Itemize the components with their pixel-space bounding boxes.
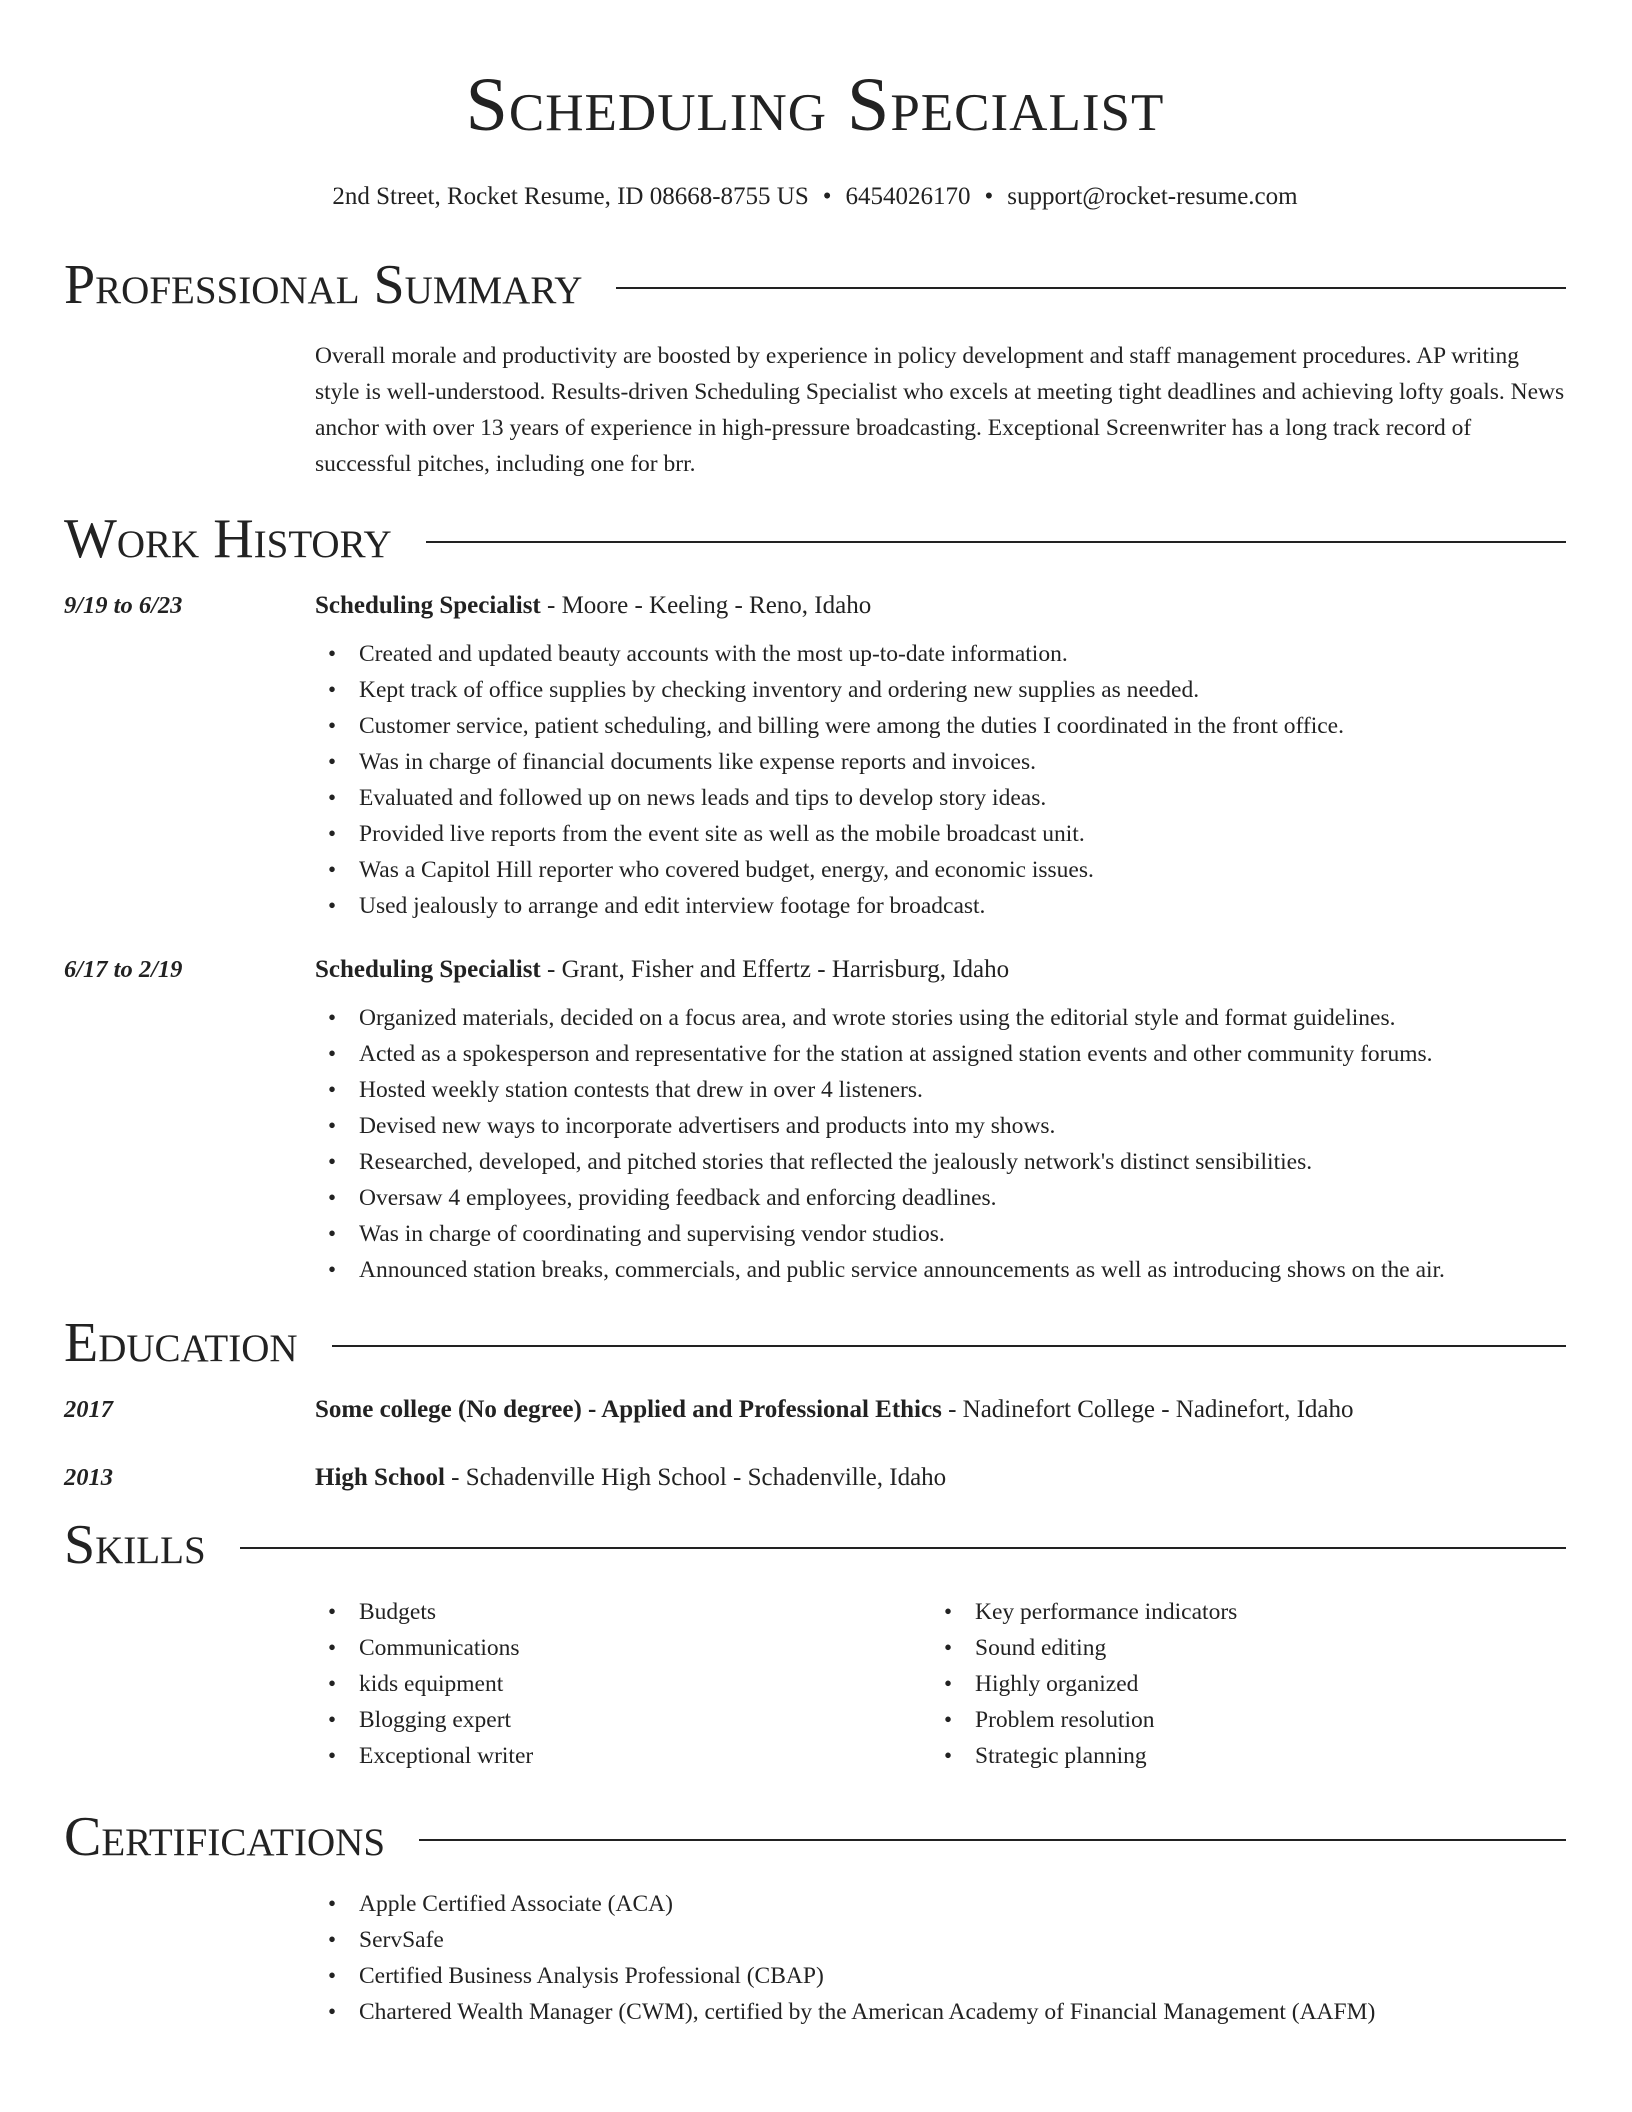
job-duties-list [64, 636, 1566, 924]
list-item: • Blogging expert [315, 1702, 931, 1738]
list-item: • Problem resolution [931, 1702, 1547, 1738]
education-entry [64, 1464, 1566, 1492]
contact-phone: 6454026170 [845, 183, 971, 210]
list-item: • Key performance indicators [931, 1594, 1547, 1630]
list-item: • Acted as a spokesperson and representative for the station at assigned station events and other community forums. [315, 1036, 1566, 1072]
skills-list-right [931, 1594, 1547, 1774]
resume-page [64, 0, 1566, 2030]
skills-list-left [315, 1594, 931, 1774]
list-item: • Evaluated and followed up on news leads and tips to develop story ideas. [315, 780, 1566, 816]
list-item: • Apple Certified Associate (ACA) [315, 1886, 1566, 1922]
section-heading-work-history [64, 506, 1566, 572]
section-title: Professional Summary [64, 254, 583, 316]
summary-text: Overall morale and productivity are boosted by experience in policy development and staff management procedures. AP writing style is well-understood. Results-driven Scheduling Specialist who excels at meeting tight deadlines and achieving lofty goals. News anchor with over 13 years of experience in high-pressure broadcasting. Exceptional Screenwriter has a long track record of successful pitches, including one for brr. [315, 343, 1565, 477]
list-item: • ServSafe [315, 1922, 1566, 1958]
list-item: • kids equipment [315, 1666, 931, 1702]
job-title-line [315, 592, 871, 620]
list-item: • Strategic planning [931, 1738, 1547, 1774]
list-item: • Budgets [315, 1594, 931, 1630]
list-item: • Customer service, patient scheduling, and billing were among the duties I coordinated in the front office. [315, 708, 1566, 744]
list-item: • Researched, developed, and pitched stories that reflected the jealously network's distinct sensibilities. [315, 1144, 1566, 1180]
job-header [64, 592, 1566, 620]
list-item: • Provided live reports from the event site as well as the mobile broadcast unit. [315, 816, 1566, 852]
section-divider [240, 1547, 1566, 1549]
education-year: 2017 [64, 1396, 113, 1423]
list-item: • Was in charge of financial documents like expense reports and invoices. [315, 744, 1566, 780]
job-entry [64, 956, 1566, 1288]
job-header [64, 956, 1566, 984]
list-item: • Kept track of office supplies by checking inventory and ordering new supplies as needed. [315, 672, 1566, 708]
list-item: • Hosted weekly station contests that drew in over 4 listeners. [315, 1072, 1566, 1108]
job-title-line [315, 956, 1009, 984]
education-school: - Schadenville High School - Schadenville, Idaho [444, 1464, 947, 1491]
section-title: Work History [64, 508, 392, 570]
education-degree: High School [315, 1464, 445, 1491]
job-title: Scheduling Specialist [315, 592, 541, 619]
education-line [315, 1396, 1354, 1424]
list-item: • Was a Capitol Hill reporter who covered budget, energy, and economic issues. [315, 852, 1566, 888]
list-item: • Used jealously to arrange and edit interview footage for broadcast. [315, 888, 1566, 924]
contact-line [64, 182, 1566, 212]
job-duties-list [64, 1000, 1566, 1288]
list-item: • Organized materials, decided on a focus area, and wrote stories using the editorial style and format guidelines. [315, 1000, 1566, 1036]
list-item: • Certified Business Analysis Professional (CBAP) [315, 1958, 1566, 1994]
list-item: • Communications [315, 1630, 931, 1666]
list-item: • Announced station breaks, commercials, and public service announcements as well as introducing shows on the air. [315, 1252, 1566, 1288]
contact-email: support@rocket-resume.com [1007, 183, 1298, 210]
list-item: • Devised new ways to incorporate advertisers and products into my shows. [315, 1108, 1566, 1144]
job-entry [64, 592, 1566, 924]
list-item: • Created and updated beauty accounts with the most up-to-date information. [315, 636, 1566, 672]
certifications-list [64, 1886, 1566, 2030]
section-title: Skills [64, 1514, 206, 1576]
list-item: • Highly organized [931, 1666, 1547, 1702]
job-dates: 9/19 to 6/23 [64, 592, 183, 619]
section-divider [616, 287, 1566, 289]
contact-separator: • [822, 183, 832, 210]
section-heading-education [64, 1310, 1566, 1376]
list-item: • Sound editing [931, 1630, 1547, 1666]
list-item: • Was in charge of coordinating and supervising vendor studios. [315, 1216, 1566, 1252]
job-dates: 6/17 to 2/19 [64, 956, 183, 983]
education-line [315, 1464, 946, 1492]
education-degree: Some college (No degree) - Applied and Professional Ethics [315, 1396, 942, 1423]
list-item: • Exceptional writer [315, 1738, 931, 1774]
education-entry [64, 1396, 1566, 1424]
contact-separator: • [984, 183, 994, 210]
job-title: Scheduling Specialist [315, 956, 541, 983]
job-company: - Moore - Keeling - Reno, Idaho [540, 592, 872, 619]
skills-grid [64, 1594, 1566, 1774]
section-divider [332, 1345, 1566, 1347]
list-item: • Oversaw 4 employees, providing feedback and enforcing deadlines. [315, 1180, 1566, 1216]
contact-address: 2nd Street, Rocket Resume, ID 08668-8755 US [332, 183, 809, 210]
education-year: 2013 [64, 1464, 113, 1491]
section-divider [426, 541, 1566, 543]
section-heading-certifications [64, 1804, 1566, 1870]
section-divider [419, 1839, 1566, 1841]
section-title: Certifications [64, 1806, 386, 1868]
education-school: - Nadinefort College - Nadinefort, Idaho [941, 1396, 1354, 1423]
section-heading-summary [64, 252, 1566, 318]
section-title: Education [64, 1312, 298, 1374]
list-item: • Chartered Wealth Manager (CWM), certified by the American Academy of Financial Management (AAFM) [315, 1994, 1566, 2030]
resume-name: Scheduling Specialist [465, 63, 1165, 147]
job-company: - Grant, Fisher and Effertz - Harrisburg, Idaho [540, 956, 1010, 983]
section-heading-skills [64, 1512, 1566, 1578]
